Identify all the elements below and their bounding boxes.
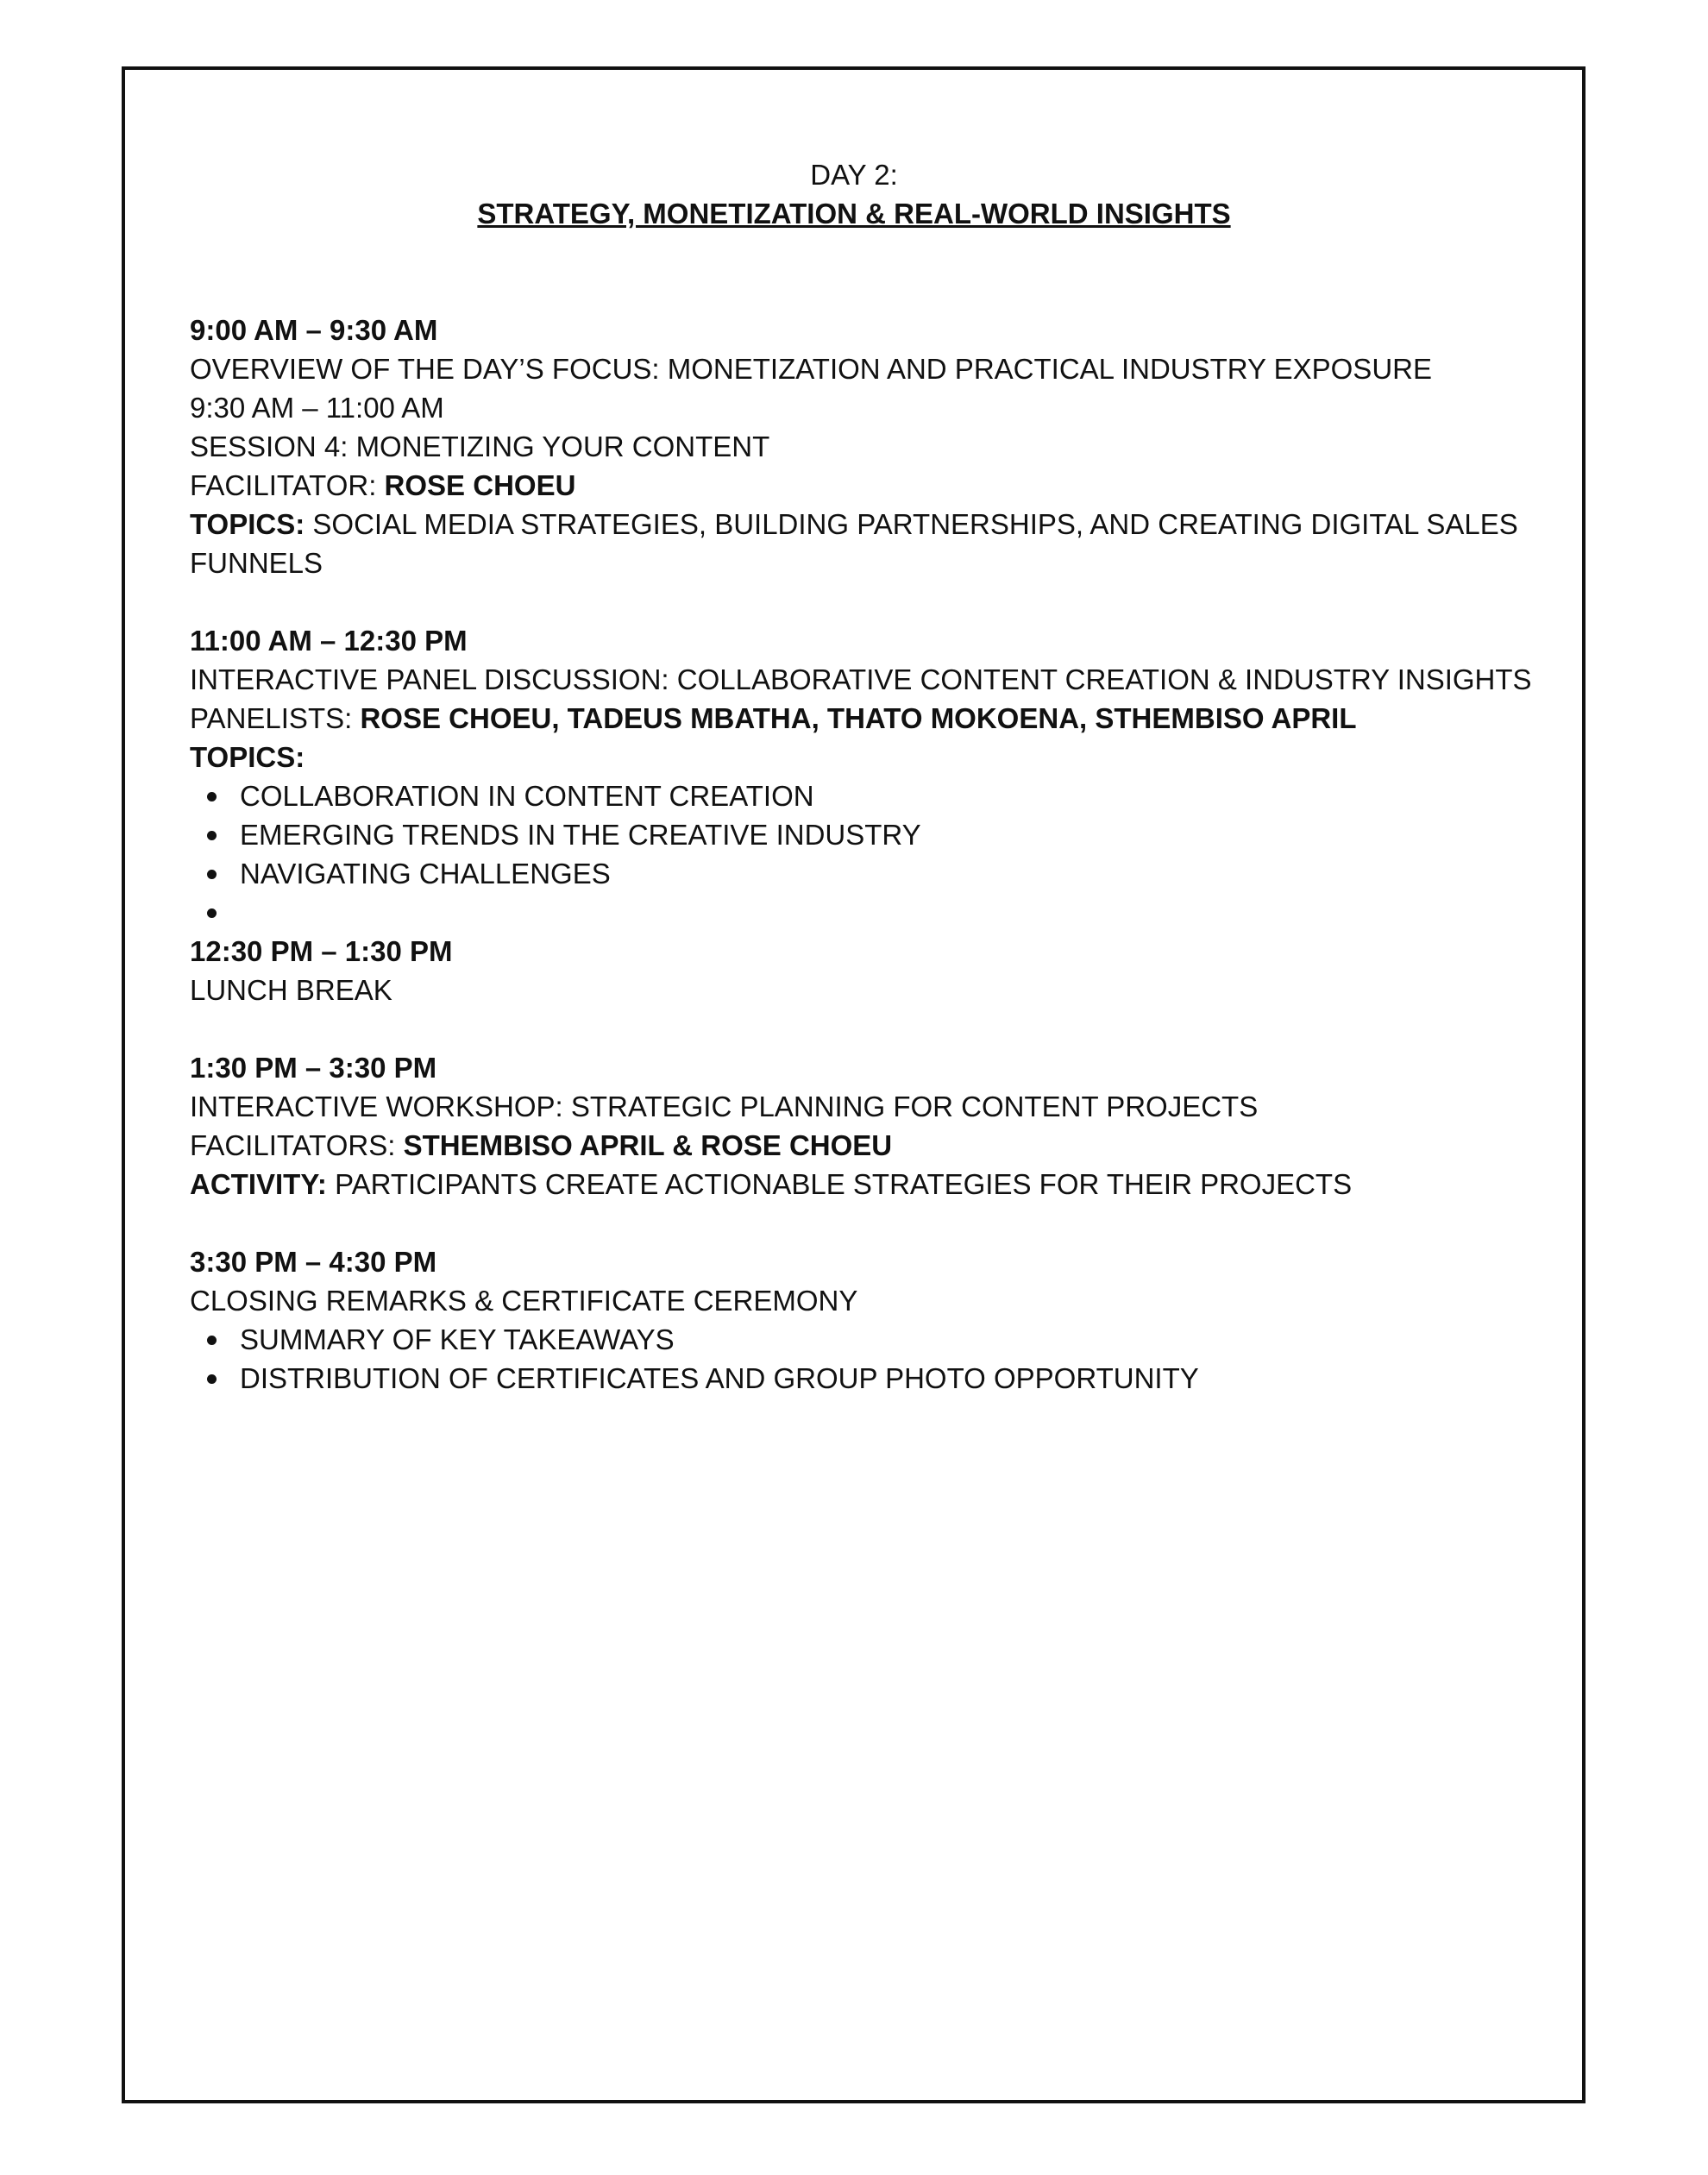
facilitators-label: FACILITATORS: bbox=[190, 1129, 396, 1161]
session-time: 1:30 PM – 3:30 PM bbox=[190, 1052, 437, 1084]
list-item: EMERGING TRENDS IN THE CREATIVE INDUSTRY bbox=[190, 815, 1535, 854]
panelists-names: ROSE CHOEU, TADEUS MBATHA, THATO MOKOENA, STHEMBISO APRIL bbox=[360, 702, 1357, 734]
facilitators-line bbox=[190, 1126, 1535, 1165]
panelists-label: PANELISTS: bbox=[190, 702, 353, 734]
session-block-5 bbox=[190, 1242, 1535, 1398]
session-block-1 bbox=[190, 311, 1535, 582]
session-block-4 bbox=[190, 1048, 1535, 1204]
session-time: 3:30 PM – 4:30 PM bbox=[190, 1246, 437, 1278]
facilitator-name: ROSE CHOEU bbox=[384, 469, 576, 501]
topics-line bbox=[190, 505, 1535, 582]
panelists-line bbox=[190, 699, 1535, 738]
day-label: DAY 2: bbox=[810, 159, 898, 191]
topics-label: TOPICS: bbox=[190, 508, 305, 540]
day-heading bbox=[155, 155, 1553, 233]
list-item bbox=[190, 893, 1535, 932]
session-title: LUNCH BREAK bbox=[190, 974, 392, 1006]
activity-line bbox=[190, 1165, 1535, 1204]
list-item: DISTRIBUTION OF CERTIFICATES AND GROUP PHOTO OPPORTUNITY bbox=[190, 1359, 1535, 1398]
session-title: SESSION 4: MONETIZING YOUR CONTENT bbox=[190, 431, 770, 462]
session-title: INTERACTIVE PANEL DISCUSSION: COLLABORATIVE CONTENT CREATION & INDUSTRY INSIGHTS bbox=[190, 663, 1532, 695]
topics-list bbox=[190, 776, 1535, 932]
session-time: 11:00 AM – 12:30 PM bbox=[190, 625, 468, 657]
facilitators-names: STHEMBISO APRIL & ROSE CHOEU bbox=[403, 1129, 893, 1161]
agenda-document bbox=[190, 155, 1535, 1398]
facilitator-line bbox=[190, 466, 1535, 505]
activity-label: ACTIVITY: bbox=[190, 1168, 327, 1200]
topics-label: TOPICS: bbox=[190, 741, 305, 773]
session-block-2 bbox=[190, 621, 1535, 932]
activity-text: PARTICIPANTS CREATE ACTIONABLE STRATEGIES FOR THEIR PROJECTS bbox=[335, 1168, 1353, 1200]
day-overview: OVERVIEW OF THE DAY’S FOCUS: MONETIZATION AND PRACTICAL INDUSTRY EXPOSURE bbox=[190, 353, 1432, 385]
list-item: SUMMARY OF KEY TAKEAWAYS bbox=[190, 1320, 1535, 1359]
session-time: 9:00 AM – 9:30 AM bbox=[190, 314, 438, 346]
facilitator-label: FACILITATOR: bbox=[190, 469, 377, 501]
topics-text: SOCIAL MEDIA STRATEGIES, BUILDING PARTNERSHIPS, AND CREATING DIGITAL SALES FUNNELS bbox=[190, 508, 1518, 579]
session-block-3 bbox=[190, 932, 1535, 1009]
session-sub-time: 9:30 AM – 11:00 AM bbox=[190, 392, 444, 424]
session-title: INTERACTIVE WORKSHOP: STRATEGIC PLANNING FOR CONTENT PROJECTS bbox=[190, 1091, 1259, 1122]
closing-items-list bbox=[190, 1320, 1535, 1398]
list-item: NAVIGATING CHALLENGES bbox=[190, 854, 1535, 893]
day-title: STRATEGY, MONETIZATION & REAL-WORLD INSIGHTS bbox=[477, 198, 1231, 229]
session-title: CLOSING REMARKS & CERTIFICATE CEREMONY bbox=[190, 1285, 858, 1317]
list-item: COLLABORATION IN CONTENT CREATION bbox=[190, 776, 1535, 815]
session-time: 12:30 PM – 1:30 PM bbox=[190, 935, 453, 967]
